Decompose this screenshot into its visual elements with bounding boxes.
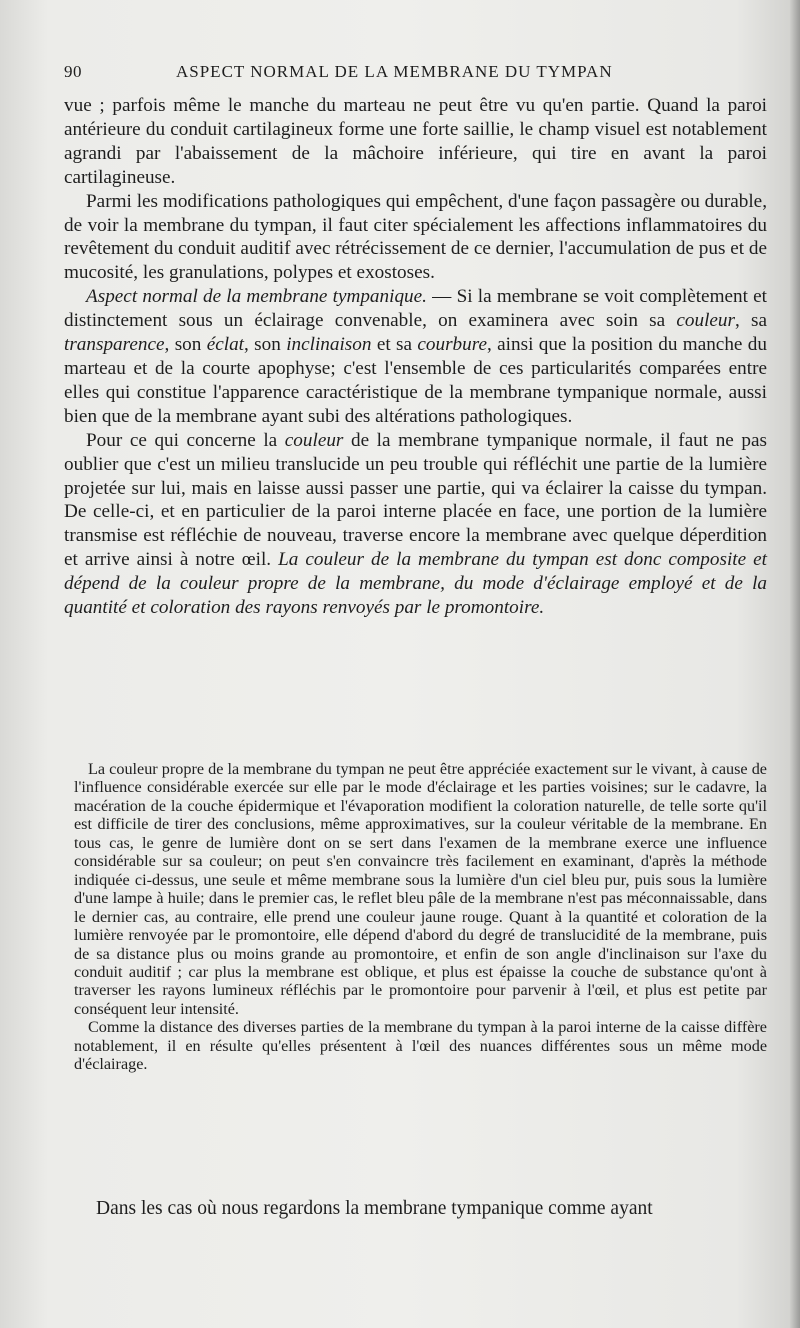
italic-conclusion: La couleur de la membrane du tympan est donc composite et dépend de la couleur propre de la membrane, du mode d'éclairage employé et de la quantité et coloration des rayons renvoyés par le promontoire. xyxy=(64,549,767,619)
main-text xyxy=(64,94,767,620)
page-number: 90 xyxy=(64,62,82,81)
note-paragraph-2: Comme la distance des diverses parties de la membrane du tympan à la paroi interne de la caisse diffère notablement, il en résulte qu'elles présentent à l'œil des nuances différentes sous un même mode d'éclairage. xyxy=(74,1018,767,1074)
running-head xyxy=(64,62,764,90)
final-line: Dans les cas où nous regardons la membrane tympanique comme ayant xyxy=(96,1198,653,1219)
paragraph-1: vue ; parfois même le manche du marteau ne peut être vu qu'en partie. Quand la paroi antérieure du conduit cartilagineux forme une forte saillie, le champ visuel est notablement agrandi par l'abaissement de la mâchoire inférieure, qui tire en avant la paroi cartilagineuse. xyxy=(64,95,767,188)
paragraph-2: Parmi les modifications pathologiques qui empêchent, d'une façon passagère ou durable, de voir la membrane du tympan, il faut citer spécialement les affections inflammatoires du revêtement du conduit auditif avec rétrécissement de ce dernier, l'accumulation de pus et de mucosité, les granulations, polypes et exostoses. xyxy=(64,190,767,284)
page-edge-shadow xyxy=(790,0,800,1328)
note-paragraph-1: La couleur propre de la membrane du tympan ne peut être appréciée exactement sur le vivant, à cause de l'influence considérable exercée sur elle par le mode d'éclairage et les parties voisines; sur le cadavre, la macération de la couche épidermique et l'évaporation modifient la coloration naturelle, de telle sorte qu'il est difficile de tirer des conclusions, même approximatives, sur la couleur véritable de la membrane. En tous cas, le genre de lumière dont on se sert dans l'examen de la membrane exerce une influence considérable sur sa couleur; on peut s'en convaincre très facilement en examinant, d'après la méthode indiquée ci-dessus, une seule et même membrane sous la lumière d'un ciel bleu pur, puis sous la lumière d'une lampe à huile; dans le premier cas, le reflet bleu pâle de la membrane n'est pas méconnaissable, dans le dernier cas, au contraire, elle prend une couleur jaune rouge. Quant à la quantité et coloration de la lumière renvoyée par le promontoire, elle dépend d'abord du degré de translucidité de la membrane, puis de sa distance plus ou moins grande au promontoire, et enfin de son angle d'inclinaison sur l'axe du conduit auditif ; car plus la membrane est oblique, et plus est épaisse la couche de substance qu'ont à traverser les rayons lumineux réfléchis par le promontoire pour parvenir à l'œil, et plus est petite par conséquent leur intensité. xyxy=(74,760,767,1018)
section-heading: Aspect normal de la membrane tympanique. xyxy=(86,286,427,308)
running-title: ASPECT NORMAL DE LA MEMBRANE DU TYMPAN xyxy=(176,62,613,81)
small-print-note xyxy=(74,760,767,1074)
paragraph-3: Aspect normal de la membrane tympanique. — Si la membrane se voit complètement et distinctement sous un éclairage convenable, on examinera avec soin sa couleur, sa transparence, son éclat, son inclinaison et sa courbure, ainsi que la position du manche du marteau et de la courte apophyse; c'est l'ensemble de ces particularités comparées entre elles qui constitue l'apparence caractéristique de la membrane tympanique normale, aussi bien que de la membrane ayant subi des altérations pathologiques. xyxy=(64,286,767,427)
paragraph-4: Pour ce qui concerne la couleur de la membrane tympanique normale, il faut ne pas oublier que c'est un milieu translucide un peu trouble qui réfléchit une partie de la lumière projetée sur lui, mais en laisse aussi passer une partie, qui va éclairer la caisse du tympan. De celle-ci, et en particulier de la paroi interne placée en face, une portion de la lumière transmise est réfléchie de nouveau, traverse encore la membrane avec quelque déperdition et arrive ainsi à notre œil. La couleur de la membrane du tympan est donc composite et dépend de la couleur propre de la membrane, du mode d'éclairage employé et de la quantité et coloration des rayons renvoyés par le promontoire. xyxy=(64,429,767,619)
